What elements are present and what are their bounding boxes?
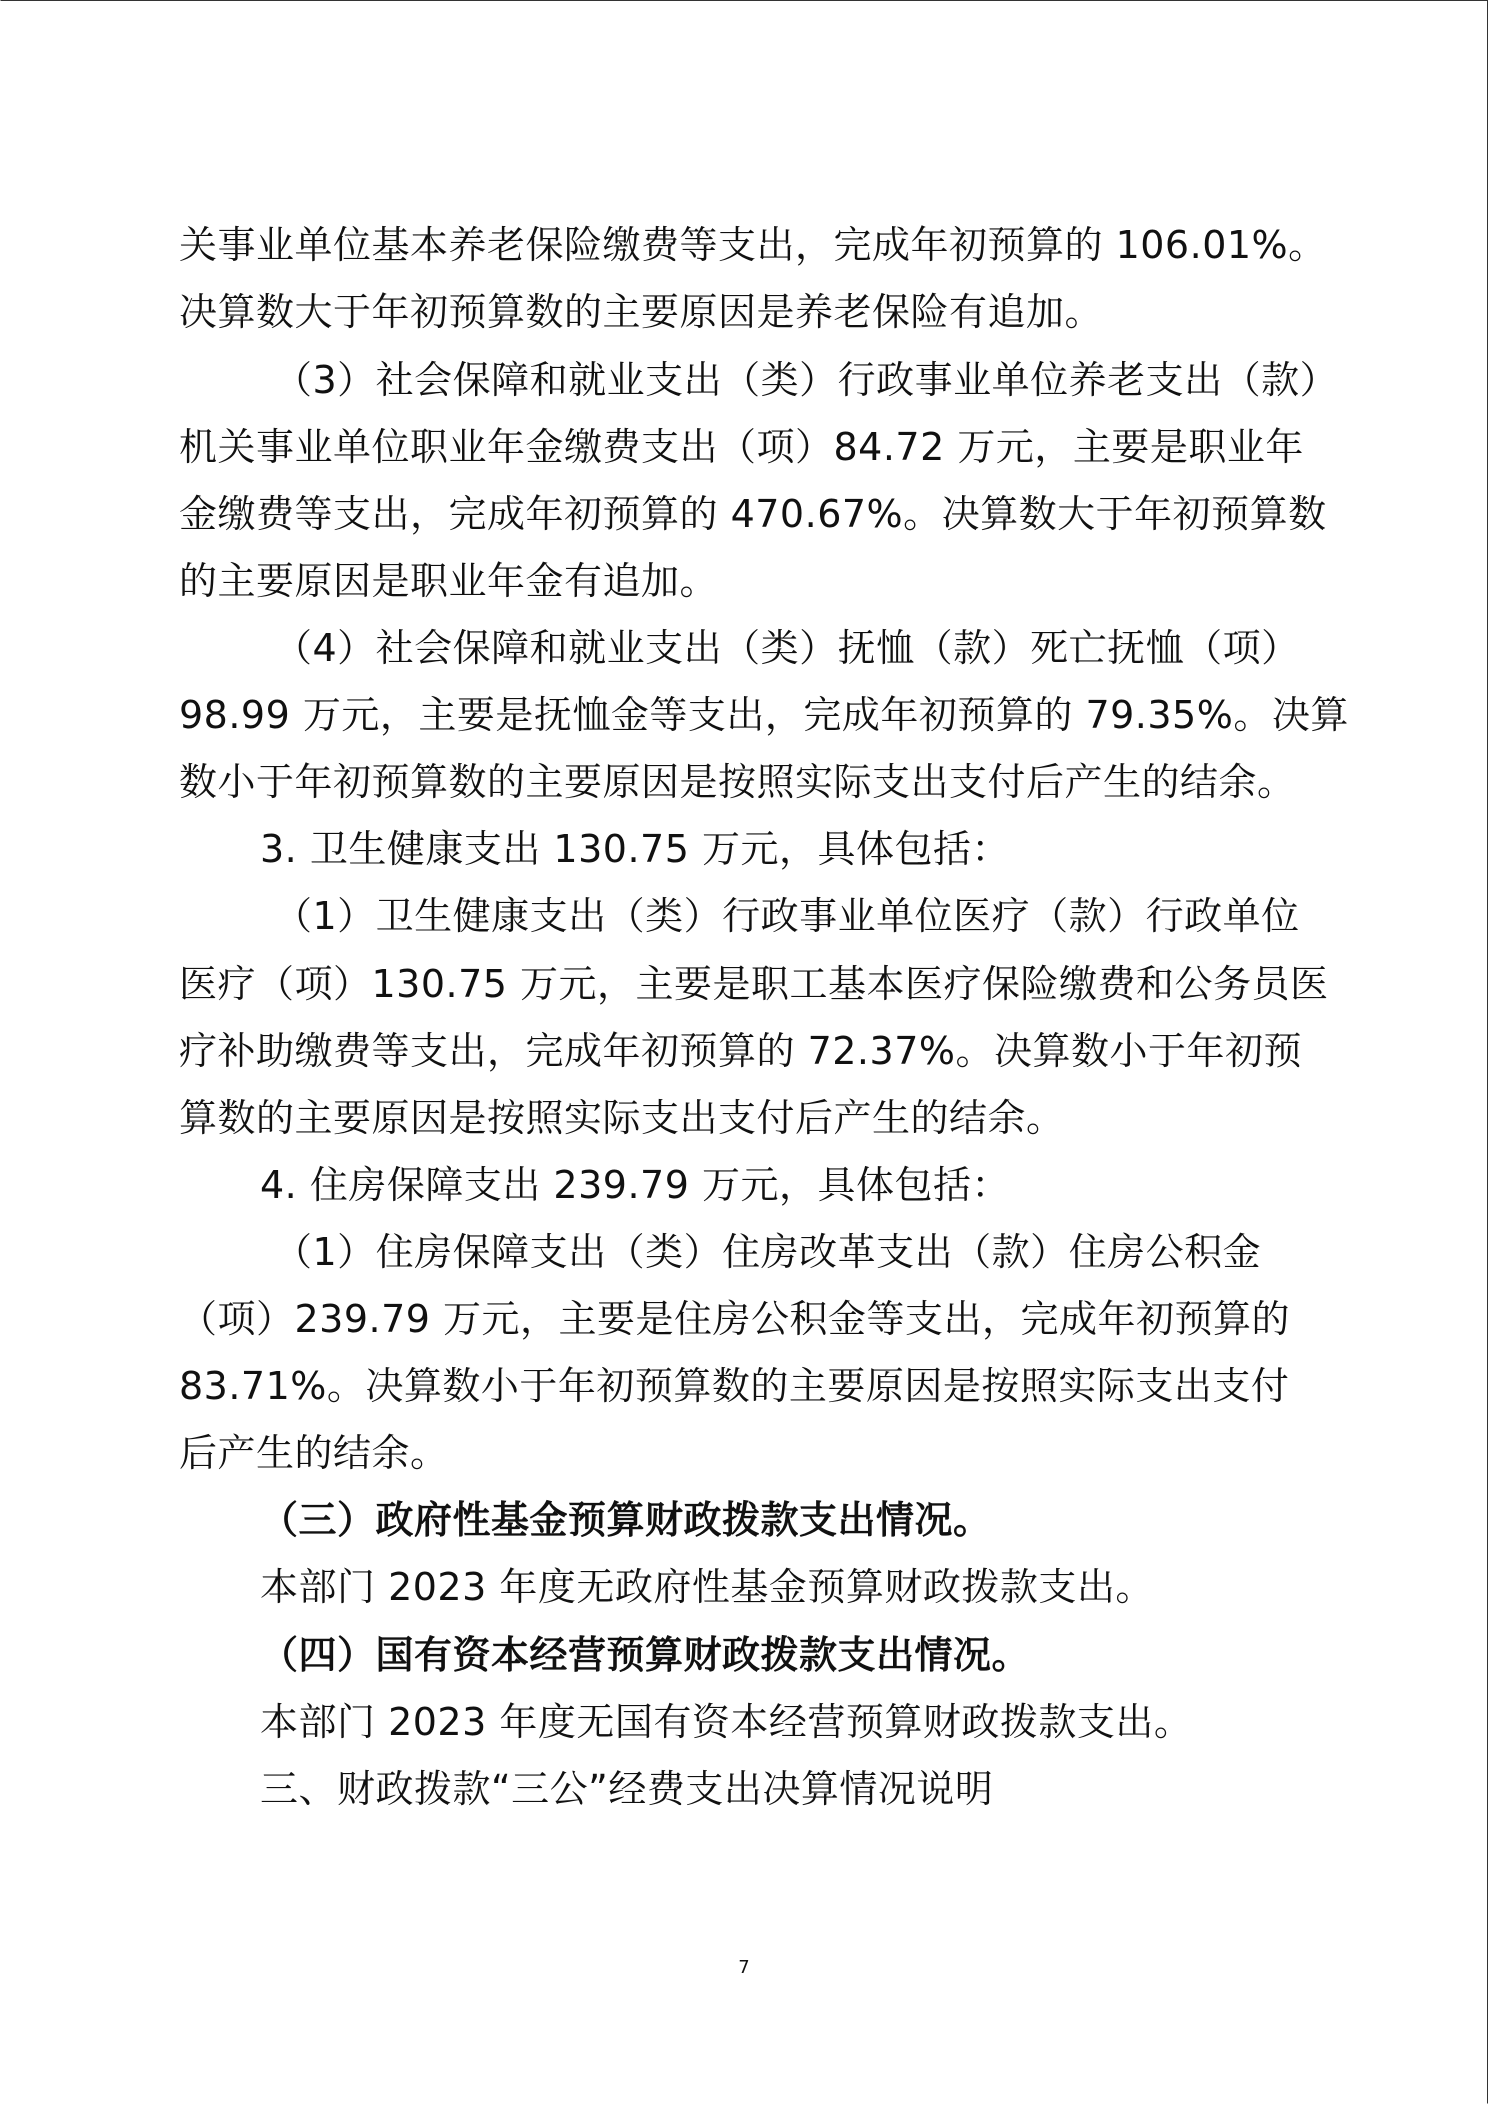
paragraph-line: （项）239.79 万元，主要是住房公积金等支出，完成年初预算的 — [179, 1297, 1291, 1341]
paragraph-line: 机关事业单位职业年金缴费支出（项）84.72 万元，主要是职业年 — [179, 425, 1304, 469]
paragraph-line: 本部门 2023 年度无国有资本经营预算财政拨款支出。 — [260, 1700, 1193, 1744]
paragraph-line: （1）卫生健康支出（类）行政事业单位医疗（款）行政单位 — [274, 894, 1300, 938]
section-heading-bold: （四）国有资本经营预算财政拨款支出情况。 — [260, 1633, 1031, 1677]
paragraph-line: 98.99 万元，主要是抚恤金等支出，完成年初预算的 79.35%。决算 — [179, 693, 1349, 737]
paragraph-line: 决算数大于年初预算数的主要原因是养老保险有追加。 — [179, 290, 1104, 334]
paragraph-line: 疗补助缴费等支出，完成年初预算的 72.37%。决算数小于年初预 — [179, 1029, 1302, 1073]
section-heading: 3. 卫生健康支出 130.75 万元，具体包括： — [260, 827, 1010, 871]
paragraph-line: 后产生的结余。 — [179, 1431, 449, 1475]
paragraph-line: （1）住房保障支出（类）住房改革支出（款）住房公积金 — [274, 1230, 1262, 1274]
paragraph-line: 的主要原因是职业年金有追加。 — [179, 559, 719, 603]
paragraph-line: 83.71%。决算数小于年初预算数的主要原因是按照实际支出支付 — [179, 1364, 1290, 1408]
section-heading: 三、财政拨款“三公”经费支出决算情况说明 — [260, 1767, 994, 1811]
paragraph-line: （3）社会保障和就业支出（类）行政事业单位养老支出（款） — [274, 358, 1339, 402]
section-heading-bold: （三）政府性基金预算财政拨款支出情况。 — [260, 1498, 992, 1542]
paragraph-line: 医疗（项）130.75 万元，主要是职工基本医疗保险缴费和公务员医 — [179, 962, 1329, 1006]
section-heading: 4. 住房保障支出 239.79 万元，具体包括： — [260, 1163, 1010, 1207]
page-number: 7 — [738, 1957, 750, 1978]
paragraph-line: （4）社会保障和就业支出（类）抚恤（款）死亡抚恤（项） — [274, 626, 1300, 670]
paragraph-line: 数小于年初预算数的主要原因是按照实际支出支付后产生的结余。 — [179, 760, 1296, 804]
paragraph-line: 金缴费等支出，完成年初预算的 470.67%。决算数大于年初预算数 — [179, 492, 1327, 536]
paragraph-line: 算数的主要原因是按照实际支出支付后产生的结余。 — [179, 1096, 1065, 1140]
paragraph-line: 关事业单位基本养老保险缴费等支出，完成年初预算的 106.01%。 — [179, 223, 1327, 267]
paragraph-line: 本部门 2023 年度无政府性基金预算财政拨款支出。 — [260, 1565, 1154, 1609]
